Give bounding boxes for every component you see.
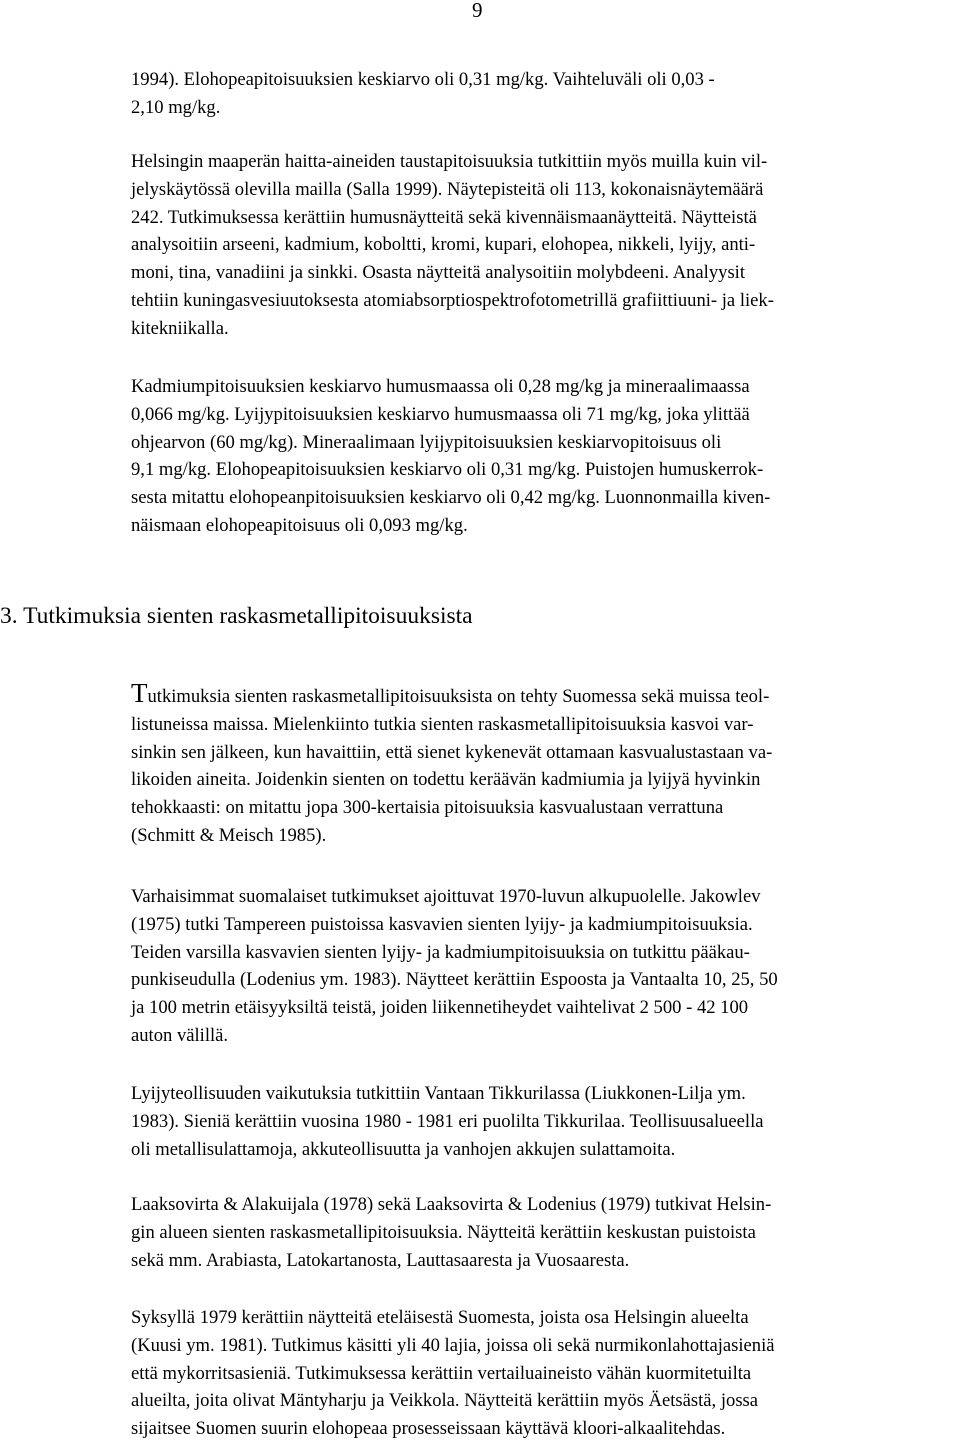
text-line: ohjearvon (60 mg/kg). Mineraalimaan lyijypitoisuuksien keskiarvopitoisuus oli	[131, 431, 722, 453]
text-line: sekä mm. Arabiasta, Latokartanosta, Lauttasaaresta ja Vuosaaresta.	[131, 1249, 630, 1271]
text-line: sijaitsee Suomen suurin elohopeaa prosesseissaan käyttävä kloori-alkaalitehdas.	[131, 1418, 726, 1440]
paragraph-8	[131, 1304, 931, 1443]
text-line: analysoitiin arseeni, kadmium, koboltti, kromi, kupari, elohopea, nikkeli, lyijy, anti-	[131, 234, 756, 256]
section-intro-paragraph	[131, 678, 931, 850]
text-line: (Kuusi ym. 1981). Tutkimus käsitti yli 40 lajia, joissa oli sekä nurmikonlahottajasieniä	[131, 1334, 775, 1356]
paragraph-3	[131, 373, 931, 540]
text-line: oli metallisulattamoja, akkuteollisuutta ja vanhojen akkujen sulattamoita.	[131, 1138, 676, 1160]
text-line: listuneissa maissa. Mielenkiinto tutkia sienten raskasmetallipitoisuuksia kasvoi var-	[131, 713, 754, 735]
text-line: punkiseudulla (Lodenius ym. 1983). Näytteet kerättiin Espoosta ja Vantaalta 10, 25, 50	[131, 969, 778, 991]
text-line: kitekniikalla.	[131, 317, 229, 339]
text-line: jelyskäytössä olevilla mailla (Salla 1999). Näytepisteitä oli 113, kokonaisnäytemäärä	[131, 178, 764, 200]
text-line: näismaan elohopeapitoisuus oli 0,093 mg/kg.	[131, 514, 468, 536]
text-line: alueilta, joita olivat Mäntyharju ja Veikkola. Näytteitä kerättiin myös Äetsästä, jossa	[131, 1390, 759, 1412]
paragraph-5	[131, 883, 931, 1050]
text-line: sesta mitattu elohopeanpitoisuuksien keskiarvo oli 0,42 mg/kg. Luonnonmailla kiven-	[131, 487, 771, 509]
first-line-text: utkimuksia sienten raskasmetallipitoisuuksista on tehty Suomessa sekä muissa teol-	[147, 686, 770, 707]
text-line: likoiden aineita. Joidenkin sienten on todettu keräävän kadmiumia ja lyijyä hyvinkin	[131, 769, 761, 791]
text-line: 1983). Sieniä kerättiin vuosina 1980 - 1981 eri puolilta Tikkurilaa. Teollisuusalueella	[131, 1110, 764, 1132]
paragraph-6	[131, 1080, 931, 1163]
text-line: 9,1 mg/kg. Elohopeapitoisuuksien keskiarvo oli 0,31 mg/kg. Puistojen humuskerrok-	[131, 459, 764, 481]
text-line: että mykorritsasieniä. Tutkimuksessa kerättiin vertailuaineisto vähän kuormitetuilta	[131, 1362, 752, 1384]
text-line: (Schmitt & Meisch 1985).	[131, 824, 327, 846]
paragraph-2	[131, 148, 931, 343]
text-line: sinkin sen jälkeen, kun havaittiin, että sienet kykenevät ottamaan kasvualustastaan va-	[131, 741, 773, 763]
text-line: 0,066 mg/kg. Lyijypitoisuuksien keskiarvo humusmaassa oli 71 mg/kg, joka ylittää	[131, 403, 750, 425]
text-line: Lyijyteollisuuden vaikutuksia tutkittiin Vantaan Tikkurilassa (Liukkonen-Lilja ym.	[131, 1083, 746, 1104]
text-line: (1975) tutki Tampereen puistoissa kasvavien sienten lyijy- ja kadmiumpitoisuuksia.	[131, 913, 753, 935]
text-line: 2,10 mg/kg.	[131, 96, 221, 118]
paragraph-1	[131, 66, 931, 122]
text-line: auton välillä.	[131, 1024, 229, 1046]
text-line: moni, tina, vanadiini ja sinkki. Osasta näytteitä analysoitiin molybdeeni. Analyysit	[131, 262, 746, 284]
text-line: gin alueen sienten raskasmetallipitoisuuksia. Näytteitä kerättiin keskustan puistoista	[131, 1221, 756, 1243]
text-line: 1994). Elohopeapitoisuuksien keskiarvo oli 0,31 mg/kg. Vaihteluväli oli 0,03 -	[131, 69, 715, 90]
drop-cap: T	[131, 678, 148, 708]
page-number: 9	[472, 0, 483, 22]
text-line: Varhaisimmat suomalaiset tutkimukset ajoittuvat 1970-luvun alkupuolelle. Jakowlev	[131, 886, 761, 907]
text-line: ja 100 metrin etäisyyksiltä teistä, joiden liikennetiheydet vaihtelivat 2 500 - 42 100	[131, 997, 749, 1019]
section-heading: 3. Tutkimuksia sienten raskasmetallipitoisuuksista	[0, 603, 473, 629]
text-line	[131, 678, 931, 711]
text-line: Kadmiumpitoisuuksien keskiarvo humusmaassa oli 0,28 mg/kg ja mineraalimaassa	[131, 376, 750, 397]
paragraph-7	[131, 1191, 931, 1274]
text-line: 242. Tutkimuksessa kerättiin humusnäytteitä sekä kivennäismaanäytteitä. Näytteistä	[131, 206, 757, 228]
text-line: Teiden varsilla kasvavien sienten lyijy- ja kadmiumpitoisuuksia on tutkittu pääkau-	[131, 941, 750, 963]
text-line: Syksyllä 1979 kerättiin näytteitä eteläisestä Suomesta, joista osa Helsingin alueelta	[131, 1307, 749, 1328]
text-line: Laaksovirta & Alakuijala (1978) sekä Laaksovirta & Lodenius (1979) tutkivat Helsin-	[131, 1194, 772, 1215]
text-line: tehtiin kuningasvesiuutoksesta atomiabsorptiospektrofotometrillä grafiittiuuni- ja liek-	[131, 289, 774, 311]
text-line: Helsingin maaperän haitta-aineiden taustapitoisuuksia tutkittiin myös muilla kuin vil-	[131, 151, 768, 172]
text-line: tehokkaasti: on mitattu jopa 300-kertaisia pitoisuuksia kasvualustaan verrattuna	[131, 797, 724, 819]
